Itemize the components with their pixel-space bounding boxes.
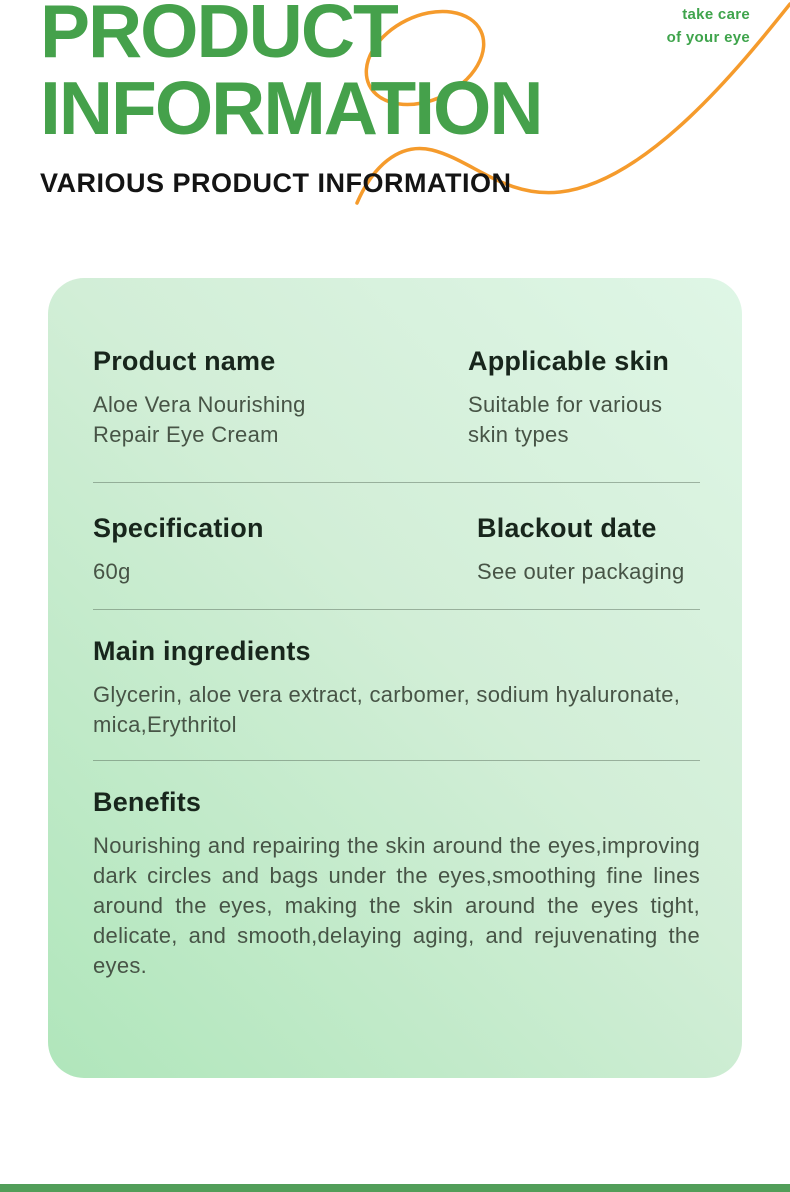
main-ingredients-heading: Main ingredients [93, 636, 311, 666]
page-title-line1: PRODUCT [40, 0, 397, 73]
divider [93, 609, 700, 610]
applicable-skin-value: Suitable for various skin types [468, 392, 663, 447]
specification-heading: Specification [93, 513, 264, 543]
header [0, 0, 790, 240]
specification-section [93, 513, 468, 587]
main-ingredients-value: Glycerin, aloe vera extract, carbomer, sodium hyaluronate, mica,Erythritol [93, 682, 681, 737]
main-ingredients-section [93, 636, 700, 740]
row-product-and-skin [93, 346, 700, 450]
bottom-green-bar [0, 1184, 790, 1192]
product-name-section [93, 346, 468, 450]
benefits-section [93, 787, 700, 981]
blackout-date-section [468, 513, 700, 587]
row-spec-and-date [93, 513, 700, 587]
tagline [667, 3, 750, 49]
product-name-value: Aloe Vera Nourishing Repair Eye Cream [93, 392, 306, 447]
specification-value: 60g [93, 559, 131, 584]
blackout-date-value: See outer packaging [477, 559, 685, 584]
applicable-skin-section [468, 346, 700, 450]
benefits-value: Nourishing and repairing the skin around the eyes,improving dark circles and bags under the eyes,smoothing fine lines around the eyes, making the skin around the eyes tight, delicate, and smooth,delaying aging, and rejuvenating the eyes. [93, 833, 700, 978]
benefits-heading: Benefits [93, 787, 202, 817]
product-name-heading: Product name [93, 346, 276, 376]
product-info-card [48, 278, 742, 1078]
page-title-line2: INFORMATION [40, 66, 542, 150]
page-subtitle: VARIOUS PRODUCT INFORMATION [40, 168, 512, 198]
divider [93, 760, 700, 761]
blackout-date-heading: Blackout date [477, 513, 657, 543]
applicable-skin-heading: Applicable skin [468, 346, 670, 376]
page-title [40, 0, 542, 150]
tagline-line1: take care [682, 6, 750, 23]
divider [93, 482, 700, 483]
tagline-line2: of your eye [666, 29, 750, 46]
